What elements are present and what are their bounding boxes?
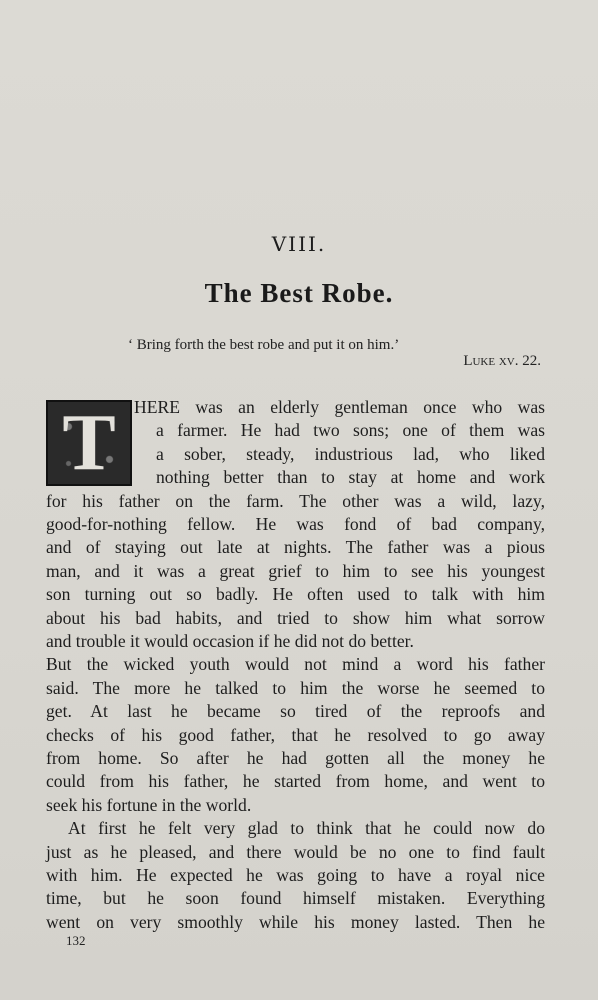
body-line: about his bad habits, and tried to show him what sorrow	[46, 607, 545, 628]
body-line: But the wicked youth would not mind a word his father	[46, 654, 545, 675]
drop-cap	[46, 400, 132, 486]
body-line: and of staying out late at nights. The father was a pious	[46, 537, 545, 558]
epigraph-reference: Luke xv. 22.	[463, 353, 541, 369]
body-line: get. At last he became so tired of the reproofs and	[46, 701, 545, 722]
chapter-title: The Best Robe.	[204, 278, 394, 308]
body-line: At first he felt very glad to think that he could now do	[68, 818, 545, 839]
body-line: checks of his good father, that he resolved to go away	[46, 724, 545, 745]
body-line: from home. So after he had gotten all the money he	[46, 748, 545, 768]
body-line: good-for-nothing fellow. He was fond of bad company,	[46, 514, 545, 534]
body-line: went on very smoothly while his money lasted. Then he	[46, 911, 545, 932]
body-line: HERE was an elderly gentleman once who was	[134, 397, 545, 417]
body-line: for his father on the farm. The other was a wild, lazy,	[46, 490, 545, 511]
body-line: nothing better than to stay at home and work	[156, 467, 545, 488]
epigraph-quote: ‘ Bring forth the best robe and put it on him.’	[128, 337, 400, 353]
body-line: with him. He expected he was going to have a royal nice	[46, 865, 545, 885]
body-line: son turning out so badly. He often used to talk with him	[46, 584, 545, 605]
body-line: could from his father, he started from home, and went to	[46, 771, 545, 792]
body-line: said. The more he talked to him the worse he seemed to	[46, 677, 545, 698]
body-line: and trouble it would occasion if he did not do better.	[46, 631, 414, 651]
body-line: man, and it was a great grief to him to see his youngest	[46, 560, 545, 581]
drop-cap-letter: T	[62, 399, 116, 487]
page-number: 132	[66, 933, 86, 948]
chapter-number: VIII.	[271, 232, 327, 256]
body-line: a farmer. He had two sons; one of them was	[156, 420, 545, 441]
body-line: time, but he soon found himself mistaken. Everything	[46, 888, 545, 909]
body-line: seek his fortune in the world.	[46, 794, 252, 815]
body-line: just as he pleased, and there would be no one to find fault	[46, 841, 545, 862]
body-line: a sober, steady, industrious lad, who liked	[156, 443, 545, 464]
